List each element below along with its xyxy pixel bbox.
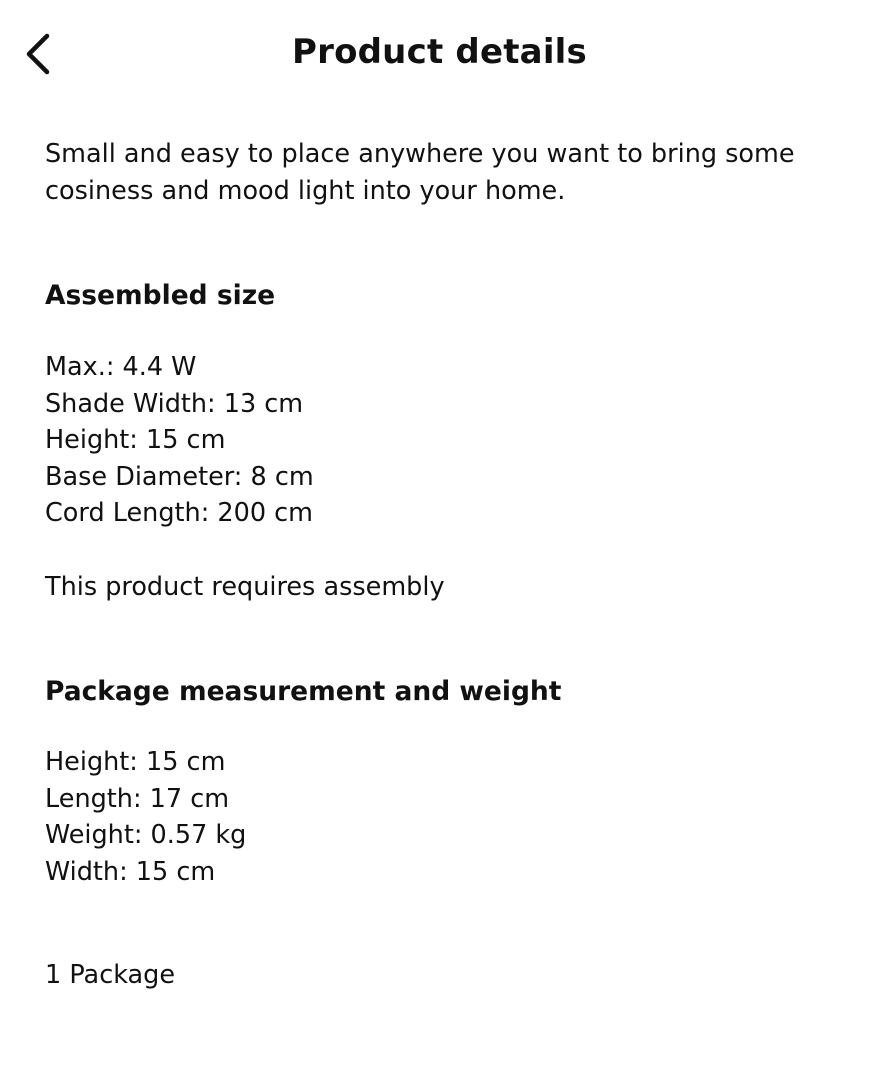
package-height: Height: 15 cm bbox=[45, 747, 226, 777]
package-count: 1 Package bbox=[45, 960, 176, 990]
package-spec-list bbox=[45, 744, 845, 890]
package-width: Width: 15 cm bbox=[45, 856, 216, 887]
product-details-content bbox=[45, 136, 845, 994]
package-weight: Weight: 0.57 kg bbox=[45, 820, 247, 850]
assembled-size-list bbox=[45, 349, 845, 532]
spec-cord-length: Cord Length: 200 cm bbox=[45, 498, 314, 528]
assembled-size-heading: Assembled size bbox=[45, 280, 276, 311]
package-heading: Package measurement and weight bbox=[45, 676, 562, 707]
spec-shade-width: Shade Width: 13 cm bbox=[45, 388, 304, 419]
page-title: Product details bbox=[292, 32, 587, 72]
spec-height: Height: 15 cm bbox=[45, 425, 226, 455]
package-length: Length: 17 cm bbox=[45, 783, 230, 814]
spec-max-wattage: Max.: 4.4 W bbox=[45, 352, 197, 382]
spec-base-diameter: Base Diameter: 8 cm bbox=[45, 461, 314, 492]
product-description: Small and easy to place anywhere you want to bring some cosiness and mood light into your home. bbox=[45, 139, 795, 206]
assembly-note: This product requires assembly bbox=[45, 571, 445, 602]
header-bar bbox=[0, 0, 879, 106]
